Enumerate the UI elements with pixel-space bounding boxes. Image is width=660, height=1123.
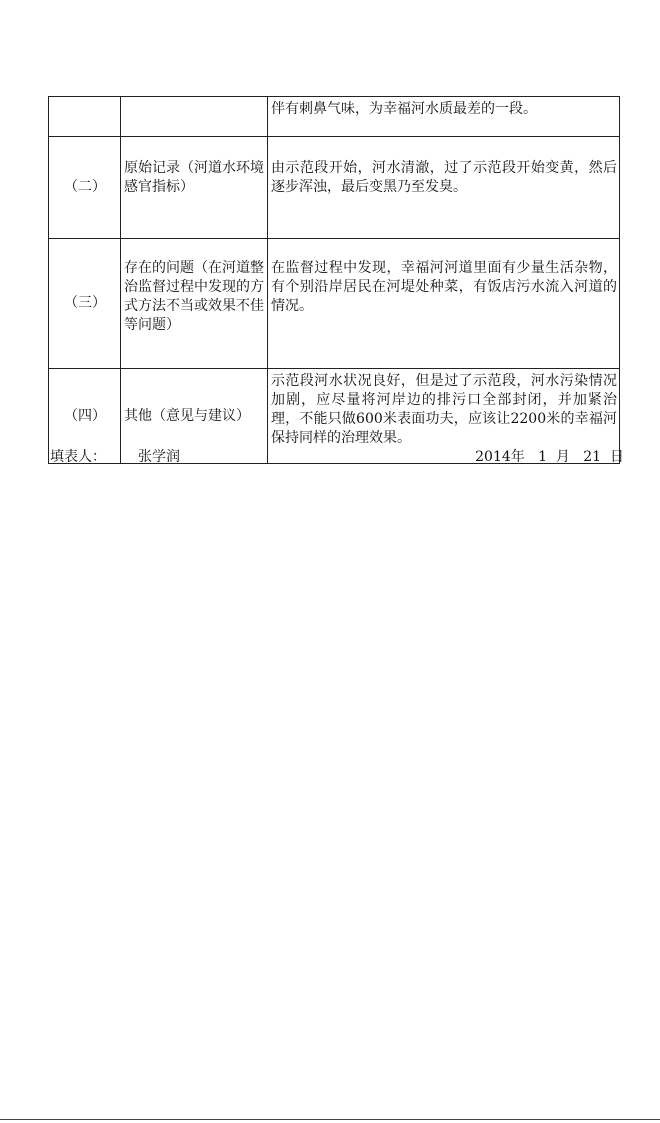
fill-date: 2014年 1 月 21 日: [475, 449, 624, 465]
row-label-cell: 其他（意见与建议）: [121, 369, 268, 464]
row-content-text: 示范段河水状况良好，但是过了示范段，河水污染情况加剧，应尽量将河岸边的排污口全部封闭，并加紧治理，不能只做600米表面功夫，应该让2200米的幸福河保持同样的治理效果。: [271, 373, 617, 446]
row-number-cell: （三）: [49, 239, 121, 369]
form-footer: [50, 447, 624, 469]
row-content-cell: [268, 97, 620, 137]
row-label-cell: 存在的问题（在河道整治监督过程中发现的方式方法不当或效果不佳等问题）: [121, 239, 268, 369]
row-number-cell: [49, 97, 121, 137]
supervision-record-table: [48, 96, 620, 464]
row-label-cell: 原始记录（河道水环境感官指标）: [121, 137, 268, 239]
filler-label: 填表人：: [50, 449, 106, 465]
row-label-cell: [121, 97, 268, 137]
row-content-text: 由示范段开始，河水清澈，过了示范段开始变黄，然后逐步浑浊，最后变黑乃至发臭。: [271, 160, 617, 195]
row-content-cell: [268, 239, 620, 369]
page-bottom-divider: [0, 1119, 660, 1120]
row-number-cell: （四）: [49, 369, 121, 464]
row-content-text: 在监督过程中发现，幸福河河道里面有少量生活杂物，有个别沿岸居民在河堤处种菜，有饭店污水流入河道的情况。: [271, 260, 617, 314]
row-content-cell: [268, 137, 620, 239]
row-number-cell: （二）: [49, 137, 121, 239]
table-row: [49, 97, 620, 137]
table-row: [49, 239, 620, 369]
row-content-text: 伴有刺鼻气味，为幸福河水质最差的一段。: [271, 101, 537, 117]
filler-name: 张学润: [138, 449, 180, 465]
table-row: [49, 137, 620, 239]
